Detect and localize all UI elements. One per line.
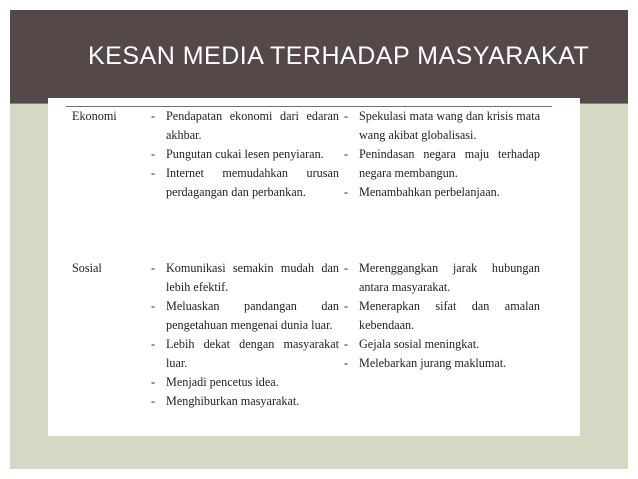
list-item: - Menerapkan sifat dan amalan kebendaan.: [344, 297, 540, 335]
list-item: - Komunikasi semakin mudah dan lebih efektif.: [151, 259, 339, 297]
ekonomi-negative-list: [344, 107, 540, 202]
list-item: - Menghiburkan masyarakat.: [151, 392, 339, 411]
list-item: - Internet memudahkan urusan perdagangan dan perbankan.: [151, 164, 339, 202]
title-band: [10, 10, 628, 103]
list-item: - Gejala sosial meningkat.: [344, 335, 540, 354]
ekonomi-positive-list: [151, 107, 339, 202]
list-item: - Merenggangkan jarak hubungan antara masyarakat.: [344, 259, 540, 297]
list-item: - Meluaskan pandangan dan pengetahuan mengenai dunia luar.: [151, 297, 339, 335]
media-impact-table: [48, 98, 580, 436]
list-item: - Lebih dekat dengan masyarakat luar.: [151, 335, 339, 373]
slide-title: KESAN MEDIA TERHADAP MASYARAKAT: [88, 42, 590, 70]
list-item: - Melebarkan jurang maklumat.: [344, 354, 540, 373]
slide: [10, 10, 628, 469]
sosial-positive-list: [151, 259, 339, 411]
row-category-sosial: Sosial: [72, 261, 102, 275]
list-item: - Pungutan cukai lesen penyiaran.: [151, 145, 339, 164]
list-item: - Menambahkan perbelanjaan.: [344, 183, 540, 202]
list-item: - Pendapatan ekonomi dari edaran akhbar.: [151, 107, 339, 145]
list-item: - Spekulasi mata wang dan krisis mata wang akibat globalisasi.: [344, 107, 540, 145]
sosial-negative-list: [344, 259, 540, 373]
list-item: - Penindasan negara maju terhadap negara membangun.: [344, 145, 540, 183]
list-item: - Menjadi pencetus idea.: [151, 373, 339, 392]
row-category-ekonomi: Ekonomi: [72, 109, 117, 123]
